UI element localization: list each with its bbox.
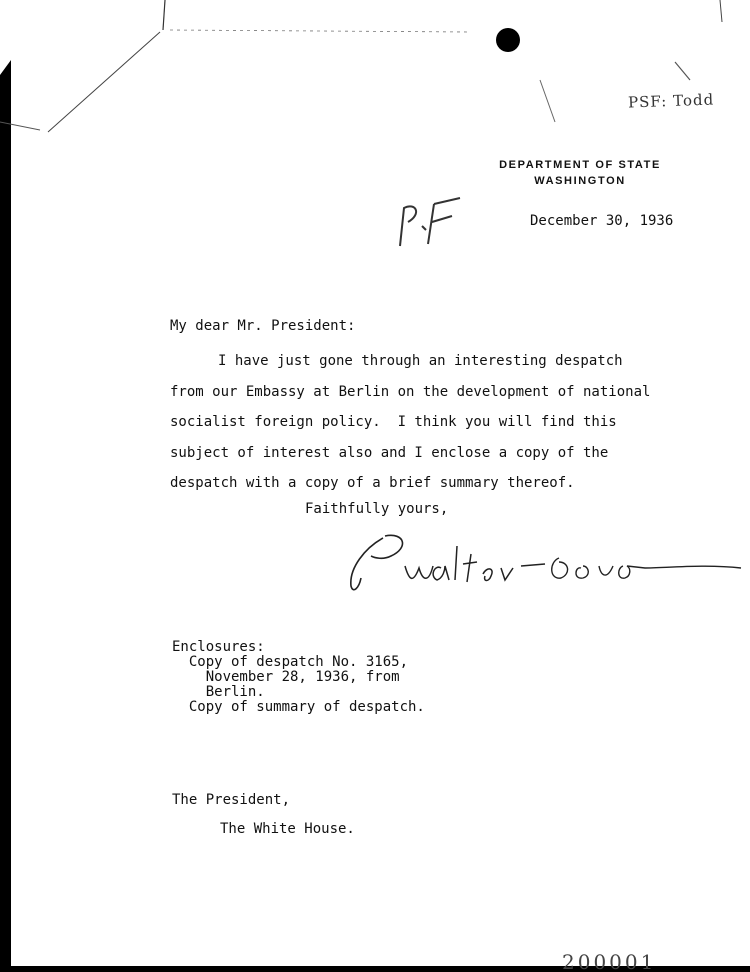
enclosure-line: Copy of despatch No. 3165, [172, 654, 409, 670]
body-line: subject of interest also and I enclose a copy of the [170, 444, 609, 461]
body-line: from our Embassy at Berlin on the development of national [170, 383, 651, 400]
letter-body [170, 346, 690, 499]
letterhead-department: DEPARTMENT OF STATE [499, 159, 661, 171]
body-line: socialist foreign policy. I think you will find this [170, 414, 617, 430]
enclosure-line: Berlin. [172, 684, 265, 700]
addressee: The President, [172, 792, 291, 808]
address-line: The White House. [220, 821, 355, 837]
letter-date: December 30, 1936 [530, 213, 674, 229]
punch-hole [496, 28, 520, 52]
scan-corner [0, 0, 11, 80]
letterhead-city: WASHINGTON [534, 175, 626, 187]
salutation: My dear Mr. President: [170, 318, 356, 334]
enclosure-line: Copy of summary of despatch. [172, 699, 425, 715]
closing: Faithfully yours, [305, 501, 449, 517]
enclosure-line: November 28, 1936, from [172, 669, 400, 685]
pf-stamp-mark [394, 196, 466, 252]
body-line: I have just gone through an interesting despatch [218, 353, 623, 369]
signature [345, 528, 745, 598]
enclosures-heading: Enclosures: [172, 639, 265, 655]
enclosures [172, 640, 425, 715]
letterhead [480, 157, 680, 189]
page-number: 200001 [562, 950, 657, 972]
body-line: despatch with a copy of a brief summary thereof. [170, 475, 575, 491]
scan-edge-left [0, 80, 11, 972]
file-mark: PSF: Todd [627, 90, 715, 112]
